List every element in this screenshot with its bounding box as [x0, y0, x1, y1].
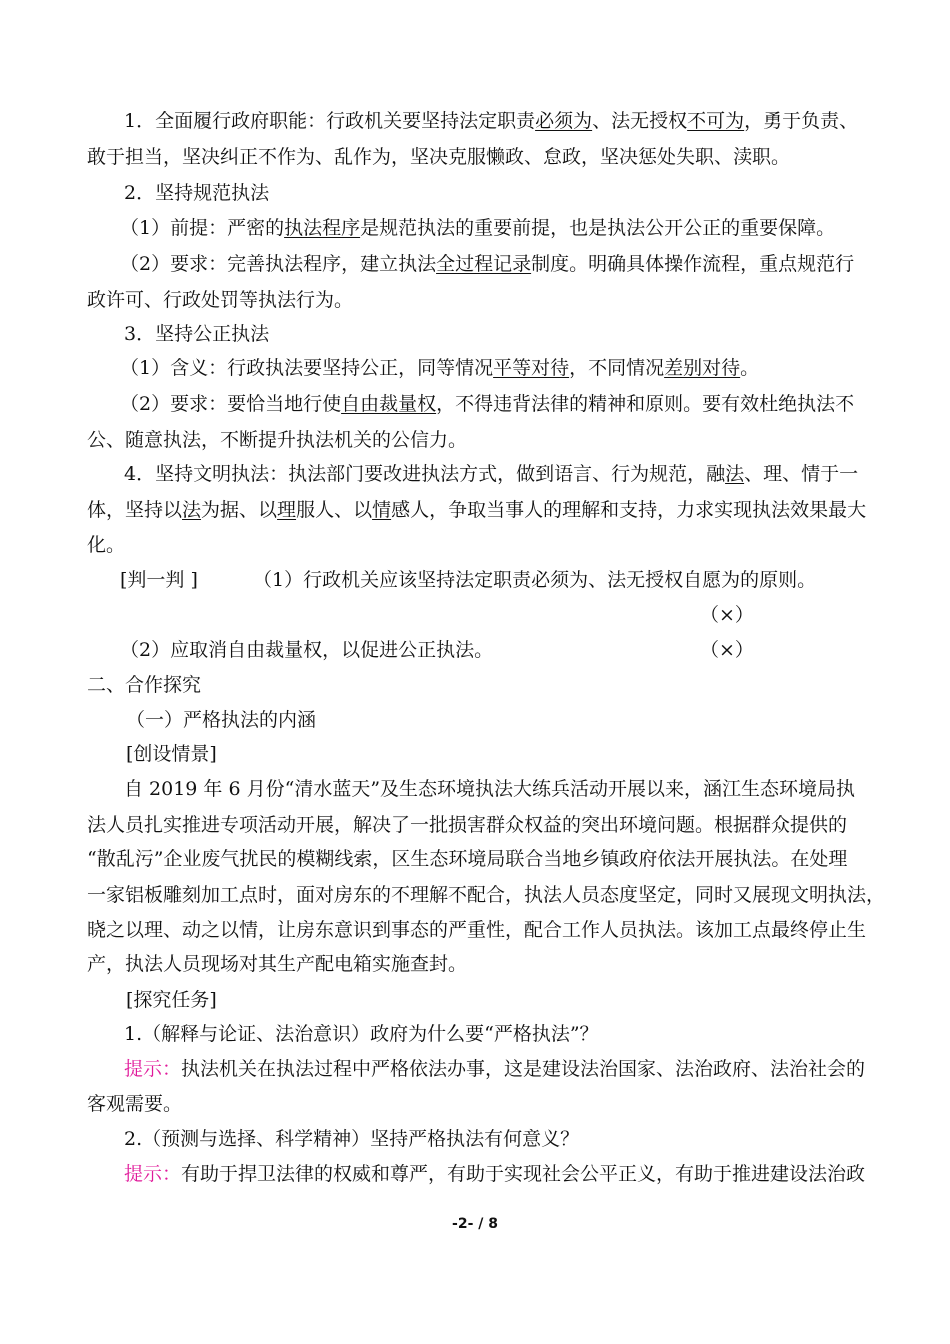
paragraph-line: 化。: [87, 534, 126, 556]
underlined-text: 自由裁量权: [341, 393, 437, 415]
text: （1）含义：行政执法要坚持公正，同等情况: [120, 357, 494, 379]
text: 、理、情于一: [744, 463, 859, 485]
text: ，不得违背法律的精神和原则。要有效杜绝执法不: [436, 393, 855, 415]
heading-standardized-enforcement: 2．坚持规范执法: [124, 182, 270, 204]
text: 4．坚持文明执法：执法部门要改进执法方式，做到语言、行为规范，融: [124, 463, 726, 485]
underlined-text: 执法程序: [284, 217, 361, 239]
paragraph-line: 敢于担当，坚决纠正不作为、乱作为，坚决克服懒政、怠政，坚决惩处失职、渎职。: [87, 146, 791, 168]
text: 1．全面履行政府职能：行政机关要坚持法定职责: [124, 110, 536, 132]
paragraph-government-functions: [124, 108, 914, 134]
judge-label: [判一判 ]: [120, 569, 198, 591]
task-question-1: 1.（解释与论证、法治意识）政府为什么要“严格执法”？: [124, 1023, 599, 1045]
paragraph-line: [120, 391, 910, 417]
text: （2）要求：完善执法程序，建立执法: [120, 253, 437, 275]
section-title: 二、合作探究: [87, 674, 202, 696]
scene-line: “散乱污”企业废气扰民的模糊线索，区生态环境局联合当地乡镇政府依法开展执法。在处理: [87, 848, 848, 870]
hint-1: [124, 1056, 914, 1082]
scene-line: 一家铝板雕刻加工点时，面对房东的不理解不配合，执法人员态度坚定，同时又展现文明执法，: [87, 884, 886, 906]
text: ，勇于负责、: [744, 110, 859, 132]
underlined-text: 不可为: [687, 110, 745, 132]
underlined-text: 理: [277, 499, 297, 521]
hint-label: 提示：: [124, 1163, 182, 1185]
scene-line: 自 2019 年 6 月份“清水蓝天”及生态环境执法大练兵活动开展以来，涵江生态环境局执: [124, 778, 856, 800]
scene-label: [创设情景]: [126, 743, 217, 765]
paragraph-line: [87, 497, 877, 523]
underlined-text: 法: [725, 463, 745, 485]
judge-answer-2: （×）: [700, 639, 754, 661]
subsection-title: （一）严格执法的内涵: [126, 709, 317, 731]
paragraph-civil-enforcement: [124, 461, 914, 487]
text: （2）要求：要恰当地行使: [120, 393, 342, 415]
text: 体，坚持以: [87, 499, 183, 521]
text: 服人、以: [296, 499, 373, 521]
text: 为据、以: [201, 499, 278, 521]
heading-fair-enforcement: 3．坚持公正执法: [124, 323, 270, 345]
judge-question-2: （2）应取消自由裁量权，以促进公正执法。: [120, 639, 494, 661]
judge-question-1: （1）行政机关应该坚持法定职责必须为、法无授权自愿为的原则。: [253, 569, 817, 591]
paragraph-line: 公、随意执法，不断提升执法机关的公信力。: [87, 429, 468, 451]
underlined-text: 平等对待: [493, 357, 570, 379]
paragraph-line: [120, 215, 910, 241]
underlined-text: 差别对待: [664, 357, 741, 379]
paragraph-line: 政许可、行政处罚等执法行为。: [87, 289, 354, 311]
task-label: [探究任务]: [126, 989, 217, 1011]
judge-answer-1: （×）: [700, 604, 754, 626]
paragraph-line: [120, 251, 910, 277]
underlined-text: 全过程记录: [436, 253, 532, 275]
hint-label: 提示：: [124, 1058, 182, 1080]
hint-2: [124, 1161, 914, 1187]
scene-line: 法人员扎实推进专项活动开展，解决了一批损害群众权益的突出环境问题。根据群众提供的: [87, 814, 848, 836]
text: 感人，争取当事人的理解和支持，力求实现执法效果最大: [391, 499, 867, 521]
text: 是规范执法的重要前提，也是执法公开公正的重要保障。: [360, 217, 836, 239]
hint-line: 客观需要。: [87, 1093, 183, 1115]
text: （1）前提：严密的: [120, 217, 285, 239]
text: 执法机关在执法过程中严格依法办事，这是建设法治国家、法治政府、法治社会的: [181, 1058, 866, 1080]
text: 、法无授权: [592, 110, 688, 132]
underlined-text: 情: [372, 499, 392, 521]
underlined-text: 法: [182, 499, 202, 521]
text: ，不同情况: [569, 357, 665, 379]
scene-line: 晓之以理、动之以情，让房东意识到事态的严重性，配合工作人员执法。该加工点最终停止生: [87, 919, 867, 941]
underlined-text: 必须为: [535, 110, 593, 132]
paragraph-line: [120, 355, 910, 381]
text: 有助于捍卫法律的权威和尊严，有助于实现社会公平正义，有助于推进建设法治政: [181, 1163, 866, 1185]
text: 。: [740, 357, 760, 379]
task-question-2: 2.（预测与选择、科学精神）坚持严格执法有何意义？: [124, 1128, 580, 1150]
text: 制度。明确具体操作流程，重点规范行: [531, 253, 855, 275]
scene-line: 产，执法人员现场对其生产配电箱实施查封。: [87, 953, 468, 975]
page-number: -2- / 8: [452, 1216, 498, 1232]
